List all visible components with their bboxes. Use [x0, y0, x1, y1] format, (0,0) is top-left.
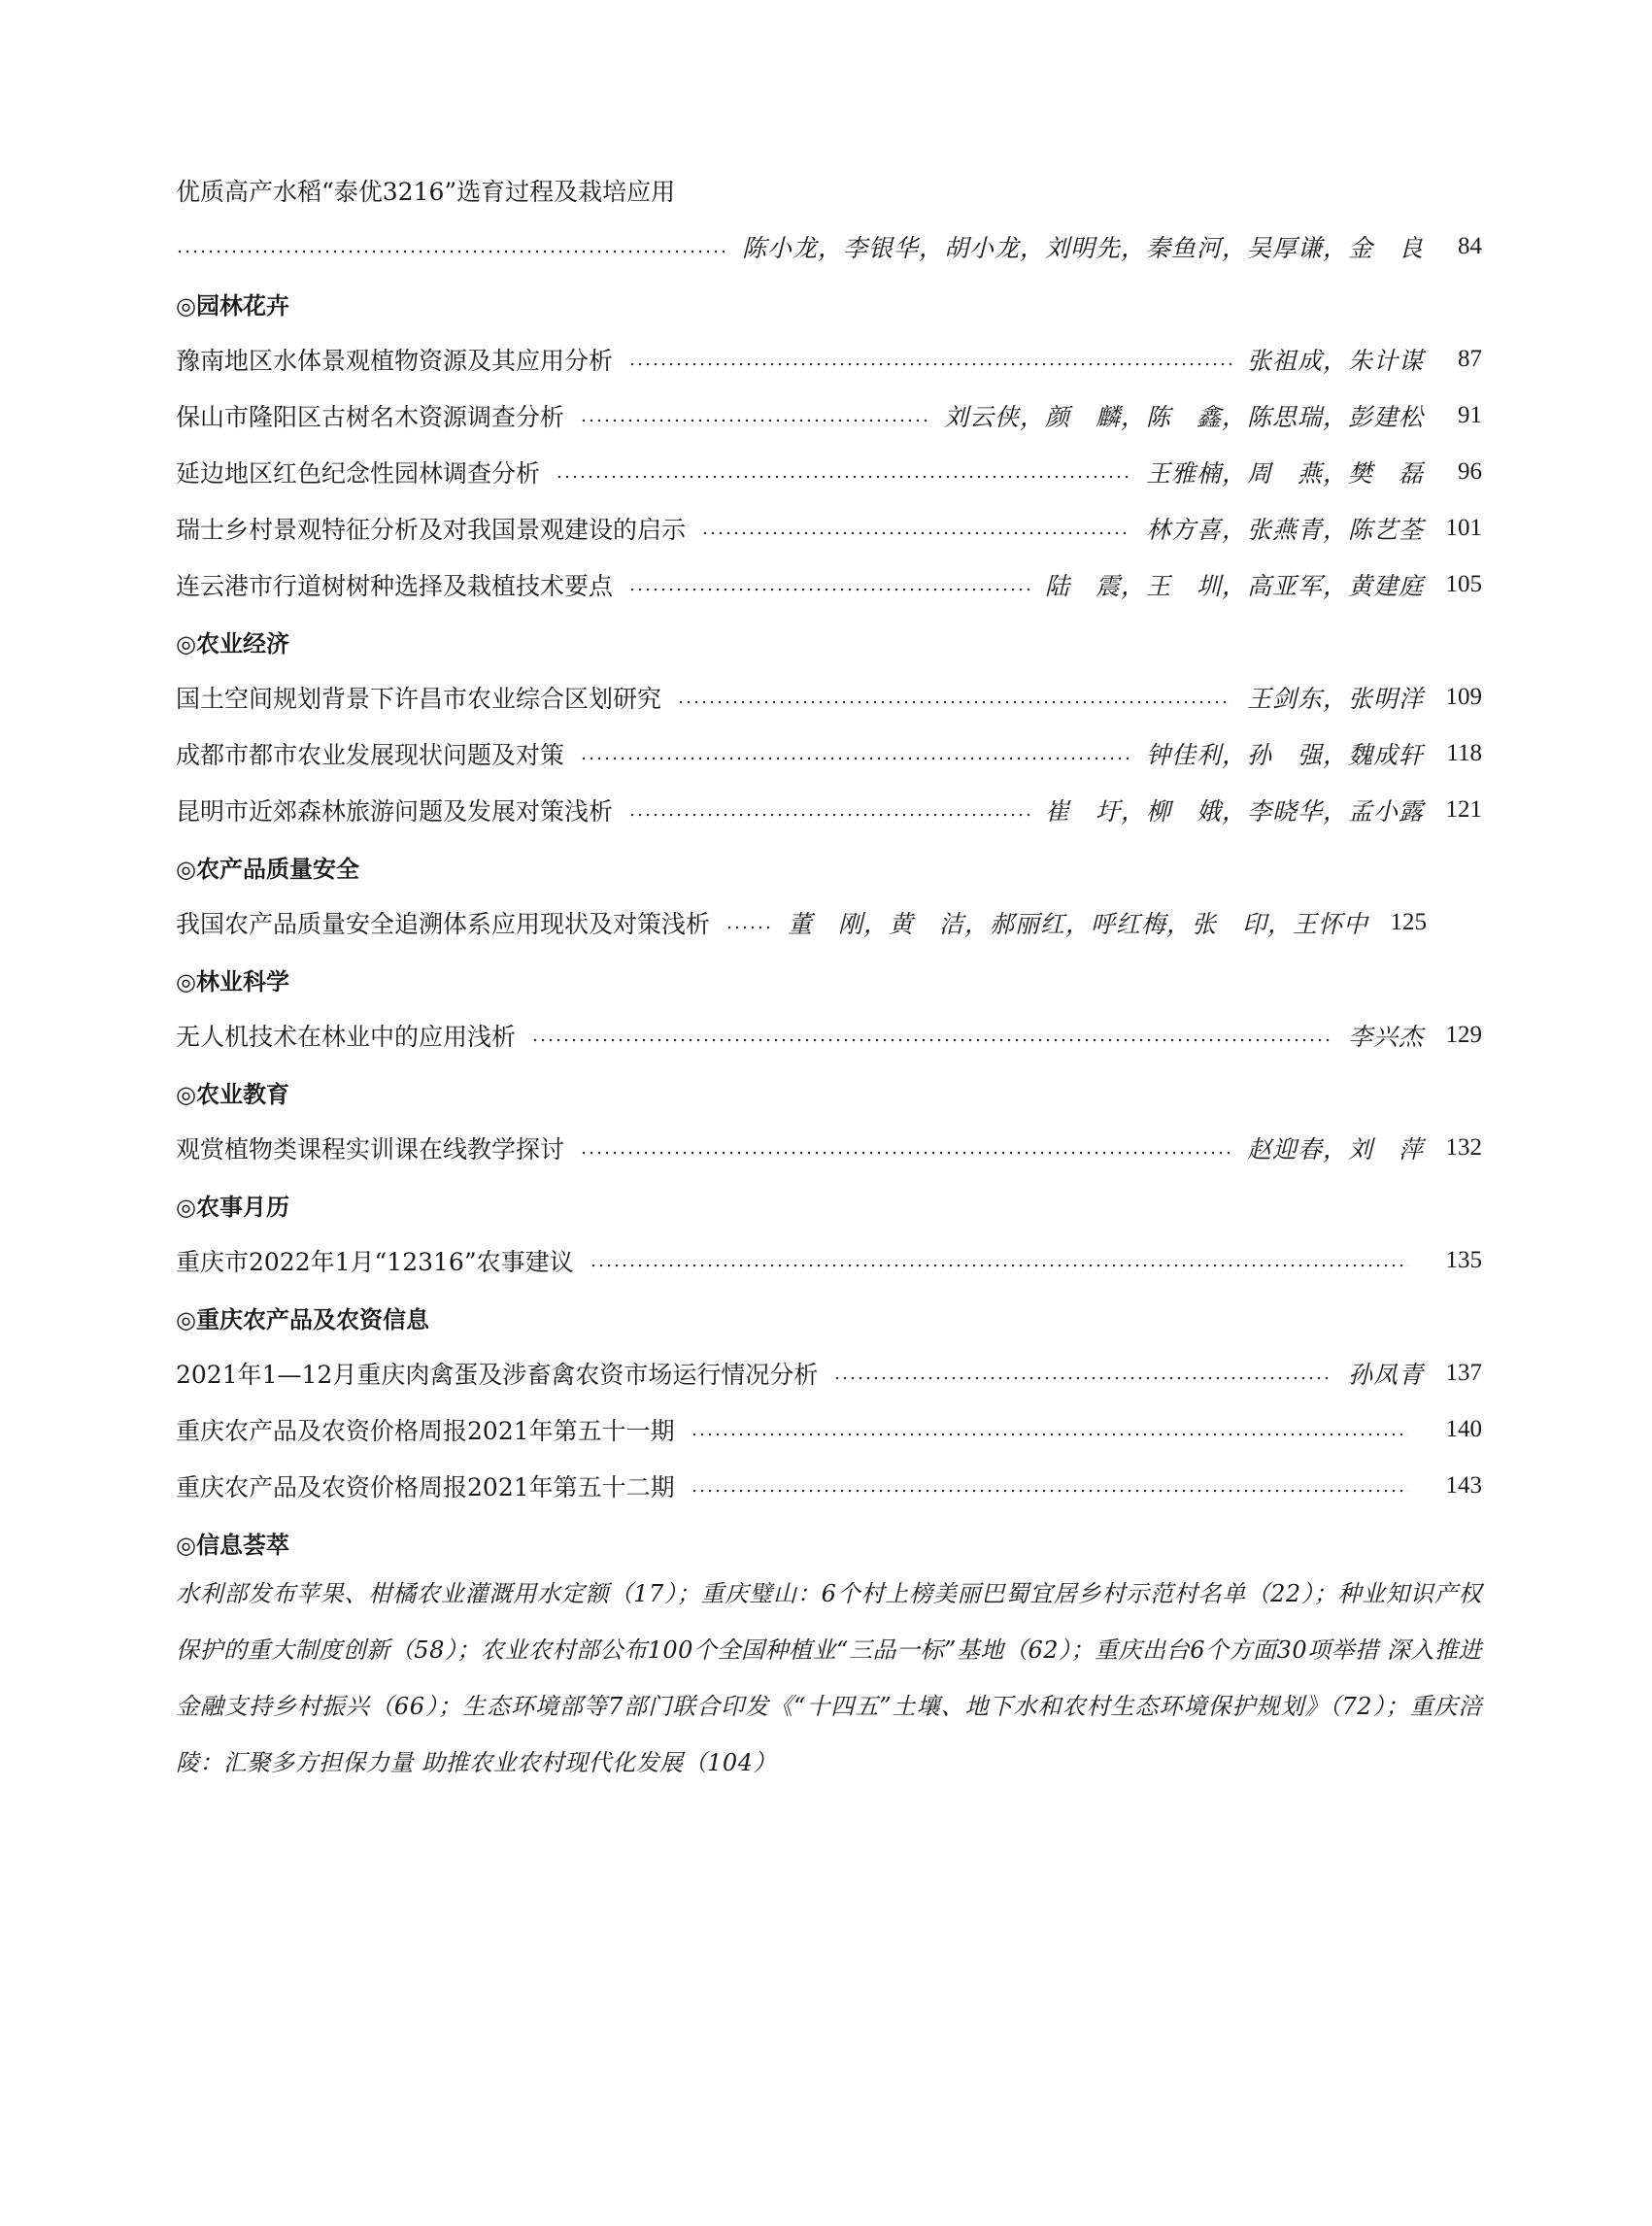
dot-leader [590, 1264, 1408, 1267]
entry-page: 140 [1445, 1416, 1482, 1442]
entry-page: 96 [1458, 458, 1482, 485]
entry-title: 连云港市行道树树种选择及栽植技术要点 [176, 572, 614, 600]
entry-page: 125 [1390, 909, 1428, 935]
toc-entry [176, 1467, 1482, 1505]
entry-page: 87 [1458, 346, 1482, 372]
entry-title: 重庆市2022年1月“12316”农事建议 [176, 1248, 574, 1276]
entry-authors: 李兴杰 [1347, 1023, 1424, 1051]
section-heading: ◎林业科学 [176, 967, 289, 995]
entry-authors: 王雅楠，周 燕，樊 磊 [1145, 459, 1424, 488]
dot-leader [725, 926, 772, 929]
dot-leader [531, 1038, 1332, 1042]
entry-title: 成都市都市农业发展现状问题及对策 [176, 741, 565, 769]
entry-title: 2021年1—12月重庆肉禽蛋及涉畜禽农资市场运行情况分析 [176, 1361, 819, 1389]
section-heading: ◎园林花卉 [176, 291, 289, 320]
dot-leader [691, 1433, 1408, 1436]
dot-leader [628, 813, 1029, 817]
dot-leader [580, 419, 928, 422]
section-heading: ◎农业教育 [176, 1080, 289, 1108]
toc-entry [176, 903, 1482, 942]
toc-entry [176, 1016, 1482, 1055]
entry-title: 豫南地区水体景观植物资源及其应用分析 [176, 347, 614, 375]
toc-entry [176, 565, 1482, 604]
entry-authors: 董 刚，黄 洁，郝丽红，呼红梅，张 印，王怀中 [788, 910, 1369, 938]
info-digest-paragraph: 水利部发布苹果、柑橘农业灌溉用水定额（17）；重庆璧山：6个村上榜美丽巴蜀宜居乡村示范村名单（22）；种业知识产权保护的重大制度创新（58）；农业农村部公布100个全国种植业“三品一标”基地（62）；重庆出台6个方面30项举措 深入推进金融支持乡村振兴（66）；生态环境部等7部门联合印发《“十四五”土壤、地下水和农村生态环境保护规划》（72）；重庆涪陵：汇聚多方担保力量 助推农业农村现代化发展（104） [176, 1580, 1482, 1776]
entry-authors: 崔 圩，柳 娥，李晓华，孟小露 [1044, 797, 1424, 826]
toc-entry [176, 1410, 1482, 1449]
section-heading: ◎农事月历 [176, 1193, 289, 1221]
entry-title: 重庆农产品及农资价格周报2021年第五十二期 [176, 1473, 675, 1501]
dot-leader [677, 700, 1231, 704]
entry-page: 84 [1458, 233, 1482, 259]
entry-authors: 钟佳利，孙 强，魏成轩 [1145, 741, 1424, 769]
entry-page: 132 [1445, 1134, 1482, 1161]
dot-leader [628, 362, 1231, 366]
entry-authors: 孙凤青 [1347, 1361, 1424, 1389]
entry-page: 109 [1445, 684, 1482, 710]
entry-authors: 陆 震，王 圳，高亚军，黄建庭 [1044, 572, 1424, 600]
toc-entry [176, 1354, 1482, 1393]
entry-title: 保山市隆阳区古树名木资源调查分析 [176, 403, 565, 431]
toc-entry [176, 396, 1482, 435]
entry-title: 重庆农产品及农资价格周报2021年第五十一期 [176, 1417, 675, 1445]
dot-leader [556, 475, 1130, 479]
dot-leader [833, 1376, 1332, 1380]
toc-entry [176, 509, 1482, 548]
dot-leader [691, 1489, 1408, 1493]
toc-entry [176, 1129, 1482, 1167]
toc-entry-title-line [176, 171, 1482, 210]
dot-leader [580, 757, 1130, 760]
entry-page: 129 [1445, 1022, 1482, 1048]
section-heading: ◎农业经济 [176, 629, 289, 658]
entry-title: 观赏植物类课程实训课在线教学探讨 [176, 1135, 565, 1164]
entry-title: 优质高产水稻“泰优3216”选育过程及栽培应用 [176, 178, 676, 206]
entry-title: 无人机技术在林业中的应用浅析 [176, 1023, 517, 1051]
toc-entry [176, 791, 1482, 829]
entry-authors: 张祖成，朱计谋 [1246, 347, 1424, 375]
entry-title: 国土空间规划背景下许昌市农业综合区划研究 [176, 685, 662, 713]
section-heading: ◎信息荟萃 [176, 1531, 289, 1559]
entry-title: 瑞士乡村景观特征分析及对我国景观建设的启示 [176, 516, 687, 544]
entry-authors: 赵迎春，刘 萍 [1246, 1135, 1424, 1164]
entry-page: 105 [1445, 571, 1482, 597]
toc-entry [176, 340, 1482, 379]
section-heading: ◎重庆农产品及农资信息 [176, 1305, 429, 1333]
entry-authors: 陈小龙，李银华，胡小龙，刘明先，秦鱼河，吴厚谦，金 良 [741, 234, 1424, 262]
toc-entry-authors-line [176, 227, 1482, 266]
toc-entry [176, 1241, 1482, 1280]
toc-entry [176, 678, 1482, 717]
section-heading: ◎农产品质量安全 [176, 855, 359, 883]
dot-leader [580, 1151, 1231, 1155]
entry-authors: 王剑东，张明洋 [1246, 685, 1424, 713]
entry-authors: 林方喜，张燕青，陈艺荃 [1145, 516, 1424, 544]
dot-leader [628, 588, 1029, 591]
entry-page: 137 [1445, 1360, 1482, 1386]
entry-page: 91 [1458, 402, 1482, 428]
entry-title: 我国农产品质量安全追溯体系应用现状及对策浅析 [176, 910, 711, 938]
entry-title: 昆明市近郊森林旅游问题及发展对策浅析 [176, 797, 614, 826]
toc-entry [176, 453, 1482, 491]
entry-title: 延边地区红色纪念性园林调查分析 [176, 459, 541, 488]
entry-page: 121 [1445, 796, 1482, 823]
entry-authors: 刘云侠，颜 麟，陈 鑫，陈思瑞，彭建松 [943, 403, 1424, 431]
entry-page: 118 [1446, 740, 1482, 766]
entry-page: 135 [1445, 1247, 1482, 1273]
toc-entry [176, 734, 1482, 773]
dot-leader [176, 250, 726, 253]
entry-page: 101 [1445, 515, 1482, 541]
entry-page: 143 [1445, 1472, 1482, 1499]
dot-leader [701, 531, 1130, 535]
